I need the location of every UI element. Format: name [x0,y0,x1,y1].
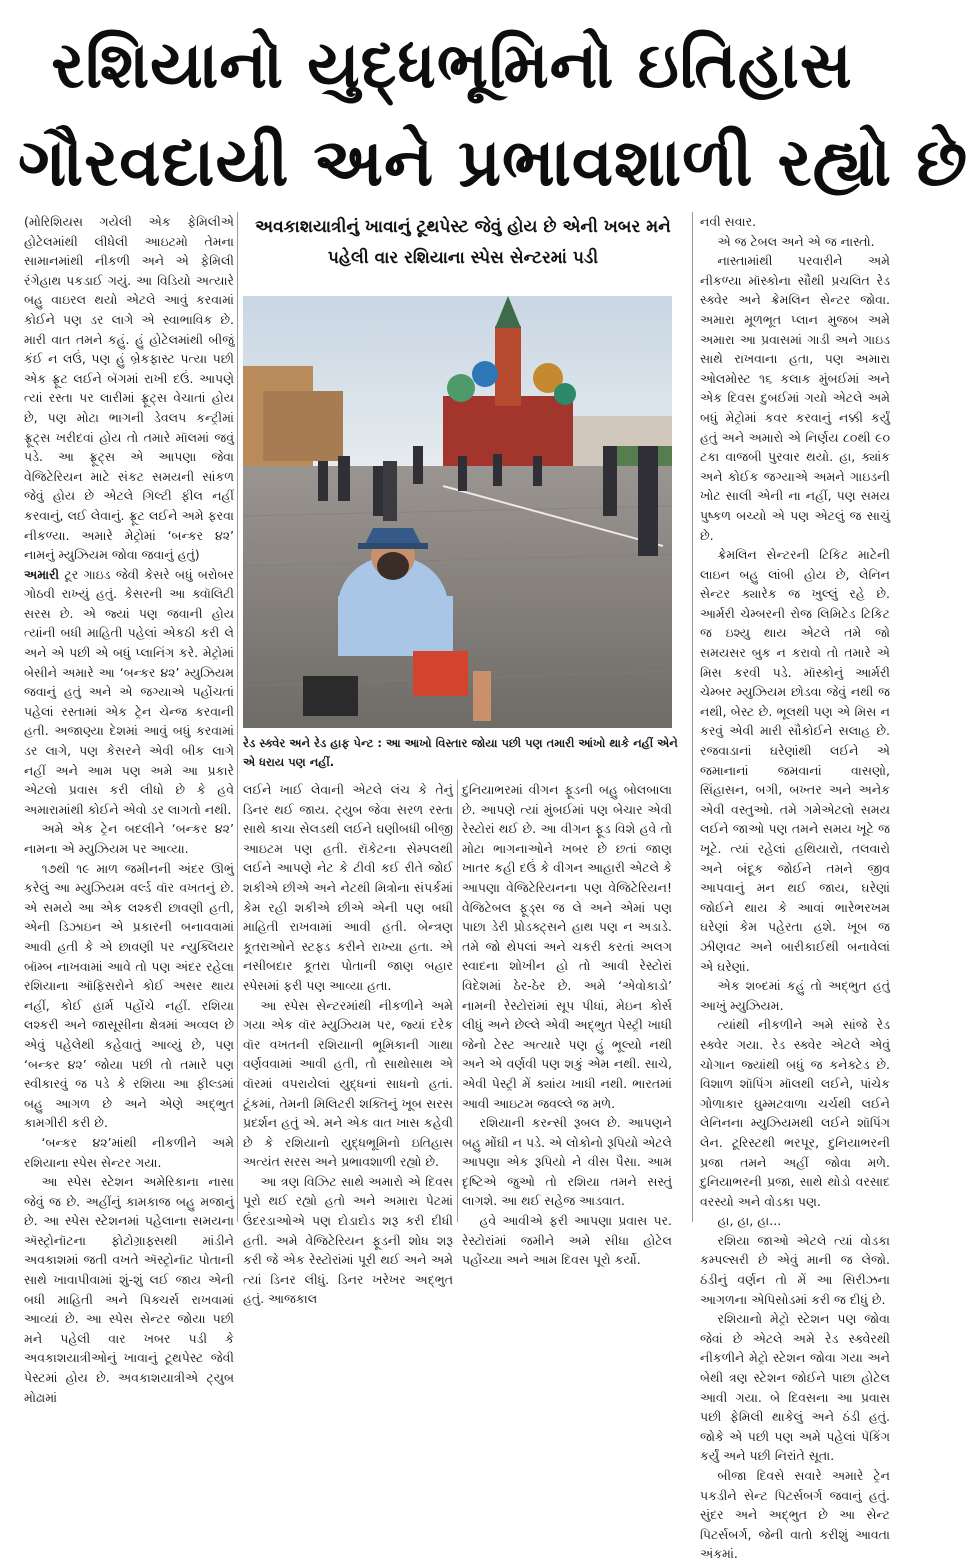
article-paragraph: દુનિયાભરમાં વીગન ફૂડની બહુ બોલબાલા છે. આપણે ત્યાં મુંબઈમાં પણ બેચાર એવી રેસ્ટોરાં થઈ છે. આ વીગન ફૂડ વિશે હવે તો મોટા ભાગનાઓને ખબર છે છતાં જાણ ખાતર કહી દઉં કે વીગન આહારી એટલે કે આપણા વેજિટેરિયનના પણ વેજિટેરિયન! વેજિટેબલ ફૂડ્સ જ લે અને એમાં પણ પાછા ડેરી પ્રોડક્ટ્સને હાથ પણ ન અડાડે. તમે જો થેપલાં અને ચકરી કરતાં અલગ સ્વાદના શોખીન હો તો આવી રેસ્ટોરાં વિદેશમાં ઠેર-ઠેર છે. અમે ‘એવોકાડો’ નામની રેસ્ટોરાંમાં સૂપ પીધાં, મેઇન કોર્સ લીધું અને છેલ્લે એવી અદ્ભુત પેસ્ટ્રી ખાધી જેનો ટેસ્ટ અત્યારે પણ હું ભૂલ્યો નથી અને એ વર્ણવી પણ શકું એમ નથી. સાચે, એવી પેસ્ટ્રી મેં ક્યાંય ખાધી નથી. ભારતમાં આવી આઇટમ જવલ્લે જ મળે. [462,782,672,1111]
article-paragraph: આ સ્પેસ સેન્ટરમાંથી નીકળીને અમે ગયા એક વૉર મ્યુઝિયમ પર, જ્યાં દરેક વૉર વખતની રશિયાની ભૂમિકાની ગાથા વર્ણવવામાં આવી હતી, તો સાથોસાથ એ વૉરમાં વપરાયેલાં યુદ્ધનાં સાધનો હતાં. ટૂંકમાં, તેમની મિલિટરી શક્તિનું ખૂબ સરસ પ્રદર્શન હતું એ. મને એક વાત ખાસ કહેવી છે કે રશિયાનો યુદ્ધભૂમિનો ઇતિહાસ અત્યંત સરસ અને પ્રભાવશાળી રહ્યો છે. [243,997,453,1170]
article-paragraph: ૧૭થી ૧૯ માળ જમીનની અંદર ઊભું કરેલું આ મ્યુઝિયમ વર્લ્ડ વૉર વખતનું છે. એ સમયે આ એક લશ્કરી છાવણી હતી, એની ડિઝાઇન એ પ્રકારની બનાવવામાં આવી હતી કે એ છાવણી પર ન્યુક્લિયર બૉમ્બ નાખવામાં આવે તો પણ અંદર રહેલા રશિયાના ઑફિસરોને કોઈ અસર થાય નહીં, કોઈ હાર્મ પહોંચે નહીં. રશિયા લશ્કરી અને જાસૂસીના ક્ષેત્રમાં અવ્વલ છે એવું પહેલેથી કહેવાતું આવ્યું છે, પણ ‘બન્કર ૪૨’ જોયા પછી તો તમારે પણ સ્વીકારવું જ પડે કે રશિયા આ ફીલ્ડમાં બહુ આગળ છે અને એણે અદ્ભુત કામગીરી કરી છે. [24,860,234,1131]
article-paragraph: નાસ્તામાંથી પરવારીને અમે નીકળ્યા મૉસ્કોના સૌથી પ્રચલિત રેડ સ્ક્વેર અને ક્રેમલિન સેન્ટર જોવા. અમારા મૂળભૂત પ્લાન મુજબ અમે અમારા આ પ્રવાસમાં ગાડી અને ગાઇડ સાથે રાખવાના હતા, પણ અમારા ઓલમોસ્ટ ૧૬ કલાક મુંબઈમાં અને એક દિવસ દુબઈમાં ગયો એટલે અમે બધું મેટ્રોમાં કવર કરવાનું નક્કી કર્યું હતું અને અમારો એ નિર્ણય ૮૦થી ૯૦ ટકા વાજબી પુરવાર થયો. હા, ક્યાંક અને કોઈક જગ્યાએ અમને ગાઇડની ખોટ સાલી એની ના નહીં, પણ સમય પુષ્કળ બચ્યો એ પણ એટલું જ સાચું છે. [700,253,890,543]
column-divider [237,212,238,1222]
article-paragraph: ‘બન્કર ૪૨’માંથી નીકળીને અમે રશિયાના સ્પેસ સેન્ટર ગયા. [24,1134,234,1170]
article-column-3 [462,780,672,1268]
headline-line-1: રશિયાનો યુદ્ધભૂમિનો ઇતિહાસ [51,29,853,103]
subheadline: અવકાશયાત્રીનું ખાવાનું ટૂથપેસ્ટ જેવું હોય છે એની ખબર મને પહેલી વાર રશિયાના સ્પેસ સેન્ટરમાં પડી [255,217,671,268]
article-paragraph: એ જ ટેબલ અને એ જ નાસ્તો. [717,233,875,249]
article-paragraph: રશિયાનો મેટ્રો સ્ટેશન પણ જોવા જેવાં છે એટલે અમે રેડ સ્ક્વેરથી નીકળીને મેટ્રો સ્ટેશન જોવા ગયા અને બેથી ત્રણ સ્ટેશન જોઈને પાછા હોટેલ આવી ગયા. બે દિવસના આ પ્રવાસ પછી ફેમિલી થાકેલું અને ઠંડી હતું. જોકે એ પછી પણ અમે પહેલાં પૅકિંગ કર્યું અને પછી નિરાંતે સૂતા. [700,1311,890,1464]
article-paragraph: રશિયાની કરન્સી રૂબલ છે. આપણને બહુ મોંઘી ન પડે. એ લોકોનો રૂપિયો એટલે આપણા એક રૂપિયો ને વીસ પૈસા. આમ દૃષ્ટિએ જુઓ તો રશિયા તમને સસ્તું લાગશે. આ થઈ સહેજ આડવાત. [462,1115,672,1209]
article-paragraph: નવી સવાર. [700,214,757,229]
article-paragraph: હા, હા, હા... [717,1213,782,1229]
paragraph-text: ટૂર ગાઇડ જેવી કેસરે બધું બરોબર ગોઠવી રાખ્યું હતું. કેસરની આ ક્વૉલિટી સરસ છે. એ જ્યાં પણ જવાની હોય ત્યાંની બધી માહિતી પહેલાં એકઠી કરી લે અને એ પછી એ બધું પ્લાનિંગ કરે. મેટ્રોમાં બેસીને અમારે આ ‘બન્કર ૪૨’ મ્યુઝિયમ જવાનું હતું અને એ જગ્યાએ પહોંચતાં પહેલાં રસ્તામાં એક ટ્રેન ચેન્જ કરવાની હતી. અજાણ્યા દેશમાં આવું બધું કરવામાં ડર લાગે, પણ કેસરને એવી બીક લાગે નહીં અને આમ પણ અમે આ પ્રકારે એટલો પ્રવાસ કરી લીધો છે કે હવે અમારામાંથી કોઈને એવો ડર લાગતો નથી. [24,566,234,817]
column-divider [692,212,693,1222]
lead-word: અમારી [24,566,60,582]
article-paragraph: આ સ્પેસ સ્ટેશન અમેરિકાના નાસા જેવું જ છે. અહીંનું કામકાજ બહુ મજાનું છે. આ સ્પેસ સ્ટેશનમાં પહેલાના સમયના ઍસ્ટ્રોનૉટના ફોટોગ્રાફ્સથી માંડીને અવકાશમાં જતી વખતે ઍસ્ટ્રોનૉટ પોતાની સાથે ખાવાપીવામાં શું-શું લઈ જાય એની બધી માહિતી અને પિક્ચર્સ રાખવામાં આવ્યાં છે. આ સ્પેસ સેન્ટર જોયા પછી મને પહેલી વાર ખબર પડી કે અવકાશયાત્રીઓનું ખાવાનું ટૂથપેસ્ટ જેવી પેસ્ટમાં હોય છે. અવકાશયાત્રીએ ટ્યુબ મોઢામાં [24,1174,234,1405]
article-column-2 [243,780,453,1307]
article-paragraph: રશિયા જાઓ એટલે ત્યાં વોડકા કમ્પલ્સરી છે એવું માની જ લેજો. ઠંડીનું વર્ણન તો મેં આ સિરીઝના આગળના એપિસોડમાં કરી જ દીધું છે. [700,1232,890,1307]
photo-caption: રેડ સ્ક્વેર અને રેડ હાફ પેન્ટ : આ આખો વિસ્તાર જોયા પછી પણ તમારી આંખો થાકે નહીં એને એ ધરાય પણ નહીં. [243,736,678,769]
article-photo [243,296,672,728]
article-paragraph: ક્રેમલિન સેન્ટરની ટિકિટ માટેની લાઇન બહુ લાંબી હોય છે, લેનિન સેન્ટર ક્યારેક જ ખુલ્લું રહે છે. આર્મરી ચેમ્બરની રોજ લિમિટેડ ટિકિટ જ ઇશ્યુ થાય એટલે તમે જો સમયસર બુક ન કરાવો તો તમારે એ મિસ કરવી પડે. મૉસ્કોનું આર્મરી ચેમ્બર મ્યુઝિયમ છોડવા જેવું નથી જ નથી, બેસ્ટ છે. ભૂલથી પણ એ મિસ ન કરવું એવી મારી સૌકોઈને સલાહ છે. રજવાડાનાં ઘરેણાંથી લઈને એ જમાનાનાં જમવાનાં વાસણો, સિંહાસન, બગી, બખ્તર અને અનેક એવી વસ્તુઓ. તમે ગમેએટલો સમય લઈને જાઓ પણ તમને સમય ખૂટે જ ખૂટે. ત્યાં રહેલાં હથિયારો, તલવારો અને બંદૂક જોઈને તમને જીવ આપવાનું મન થઈ જાય, ઘરેણાં જોઈને થાય કે આવાં ભારેભરખમ ઘરેણાં કેમ પહેરતા હશે. ખૂબ જ ઝીણવટ અને બારીકાઈથી બનાવેલાં એ ઘરેણાં. [700,547,890,974]
column-divider [457,780,458,1222]
article-paragraph: લઈને ખાઈ લેવાની એટલે લંચ કે તેનું ડિનર થઈ જાય. ટ્યુબ જેવા સરળ રસ્તા સાથે કાચા સેલડથી લઈને ઘણીબધી બીજી આઇટમ પણ હતી. રૉકેટના સેમ્પલથી લઈને આપણે નેટ કે ટીવી કઈ રીતે જોઈ શકીએ છીએ અને નેટથી મિત્રોના સંપર્કમાં કેમ રહી શકીએ છીએ એની પણ બધી માહિતી રાખવામાં આવી હતી. બેન્ત્રણ કૂતરાઓને સ્ટફ્ડ કરીને રાખ્યા હતા. એ નસીબદાર કૂતરા પોતાની જાણ બહાર સ્પેસમાં ફરી પણ આવ્યા હતા. [243,782,453,993]
article-paragraph: બીજા દિવસે સવારે અમારે ટ્રેન પકડીને સેન્ટ પિટર્સબર્ગ જવાનું હતું. સુંદર અને અદ્ભુત છે આ સેન્ટ પિટર્સબર્ગ, જેની વાતો કરીશું આવતા અંકમાં. [700,1468,890,1562]
intro-paragraph: (મોરિશિયસ ગયેલી એક ફેમિલીએ હોટેલમાંથી લીધેલી આઇટમો તેમના સામાનમાંથી નીકળી અને એ ફેમિલી રંગેહાથ પકડાઈ ગયું. આ વિડિયો અત્યારે બહુ વાઇરલ થયો એટલે આવું કરવામાં કોઈને પણ ડર લાગે એ સ્વાભાવિક છે. મારી વાત તમને કહું. હું હોટેલમાંથી બીજું કંઈ ન લઉં, પણ હું બ્રેકફાસ્ટ પત્યા પછી એક ફ્રૂટ લઈને બૅગમાં રાખી દઉં. આપણે ત્યાં રસ્તા પર લારીમાં ફ્રૂટ્સ વેચાતાં હોય છે, પણ મોટા ભાગની ડેવલપ કન્ટ્રીમાં ફ્રૂટ્સ ખરીદવાં હોય તો તમારે મૉલમાં જવું પડે. આ ફ્રૂટ્સ એ આપણા જેવા વેજિટેરિયન માટે સંકટ સમયની સાંકળ જેવું હોય છે એટલે ગિલ્ટી ફીલ નહીં કરવાનું, લઈ લેવાનું. ફ્રૂટ લઈને અમે ફરવા નીકળ્યા. અમારે મેટ્રોમાં ‘બન્કર ૪૨’ નામનું મ્યુઝિયમ જોવા જવાનું હતું) [24,214,234,563]
article-paragraph: એક શબ્દમાં કહું તો અદ્ભુત હતું આખું મ્યુઝિયમ. [700,978,890,1013]
article-column-4 [700,212,890,1562]
article-paragraph [24,565,234,820]
red-square-photo [243,296,672,728]
headline-line-2: ગૌરવદાયી અને પ્રભાવશાળી રહ્યો છે [18,124,968,201]
article-paragraph: ત્યાંથી નીકળીને અમે સાંજે રેડ સ્ક્વેર ગયા. રેડ સ્ક્વેર એટલે એવું ચોગાન જ્યાંથી બધું જ કનેક્ટેડ છે. વિશાળ શૉપિંગ મૉલથી લઈને, પાંચેક ગોળાકાર ઘુમ્મટવાળા ચર્ચથી લઈને લેનિનના મ્યુઝિયમથી લઈને શૉપિંગ લેન. ટૂરિસ્ટથી ભરપૂર, દુનિયાભરની પ્રજા તમને અહીં જોવા મળે. દુનિયાભરની પ્રજા, સાથે થોડો વરસાદ વરસ્યો અને વોડકા પણ. [700,1017,890,1209]
article-paragraph: અમે એક ટ્રેન બદલીને ‘બન્કર ૪૨’ નામના એ મ્યુઝિયમ પર આવ્યા. [24,821,234,856]
article-paragraph: આ ત્રણ વિઝિટ સાથે અમારો એ દિવસ પૂરો થઈ રહ્યો હતો અને અમારા પેટમાં ઉંદરડાઓએ પણ દોડાદોડ શરૂ કરી દીધી હતી. અમે વેજિટેરિયન ફૂડની શોધ શરૂ કરી જે એક રેસ્ટોરાંમાં પૂરી થઈ અને અમે ત્યાં ડિનર લીધું. ડિનર ખરેખર અદ્ભુત હતું. આજકાલ [243,1173,453,1307]
article-paragraph: હવે આવીએ ફરી આપણા પ્રવાસ પર. રેસ્ટોરાંમાં જમીને અમે સીધા હોટેલ પહોંચ્યા અને આમ દિવસ પૂરો કર્યો. [462,1213,672,1268]
article-column-1 [24,212,234,1405]
